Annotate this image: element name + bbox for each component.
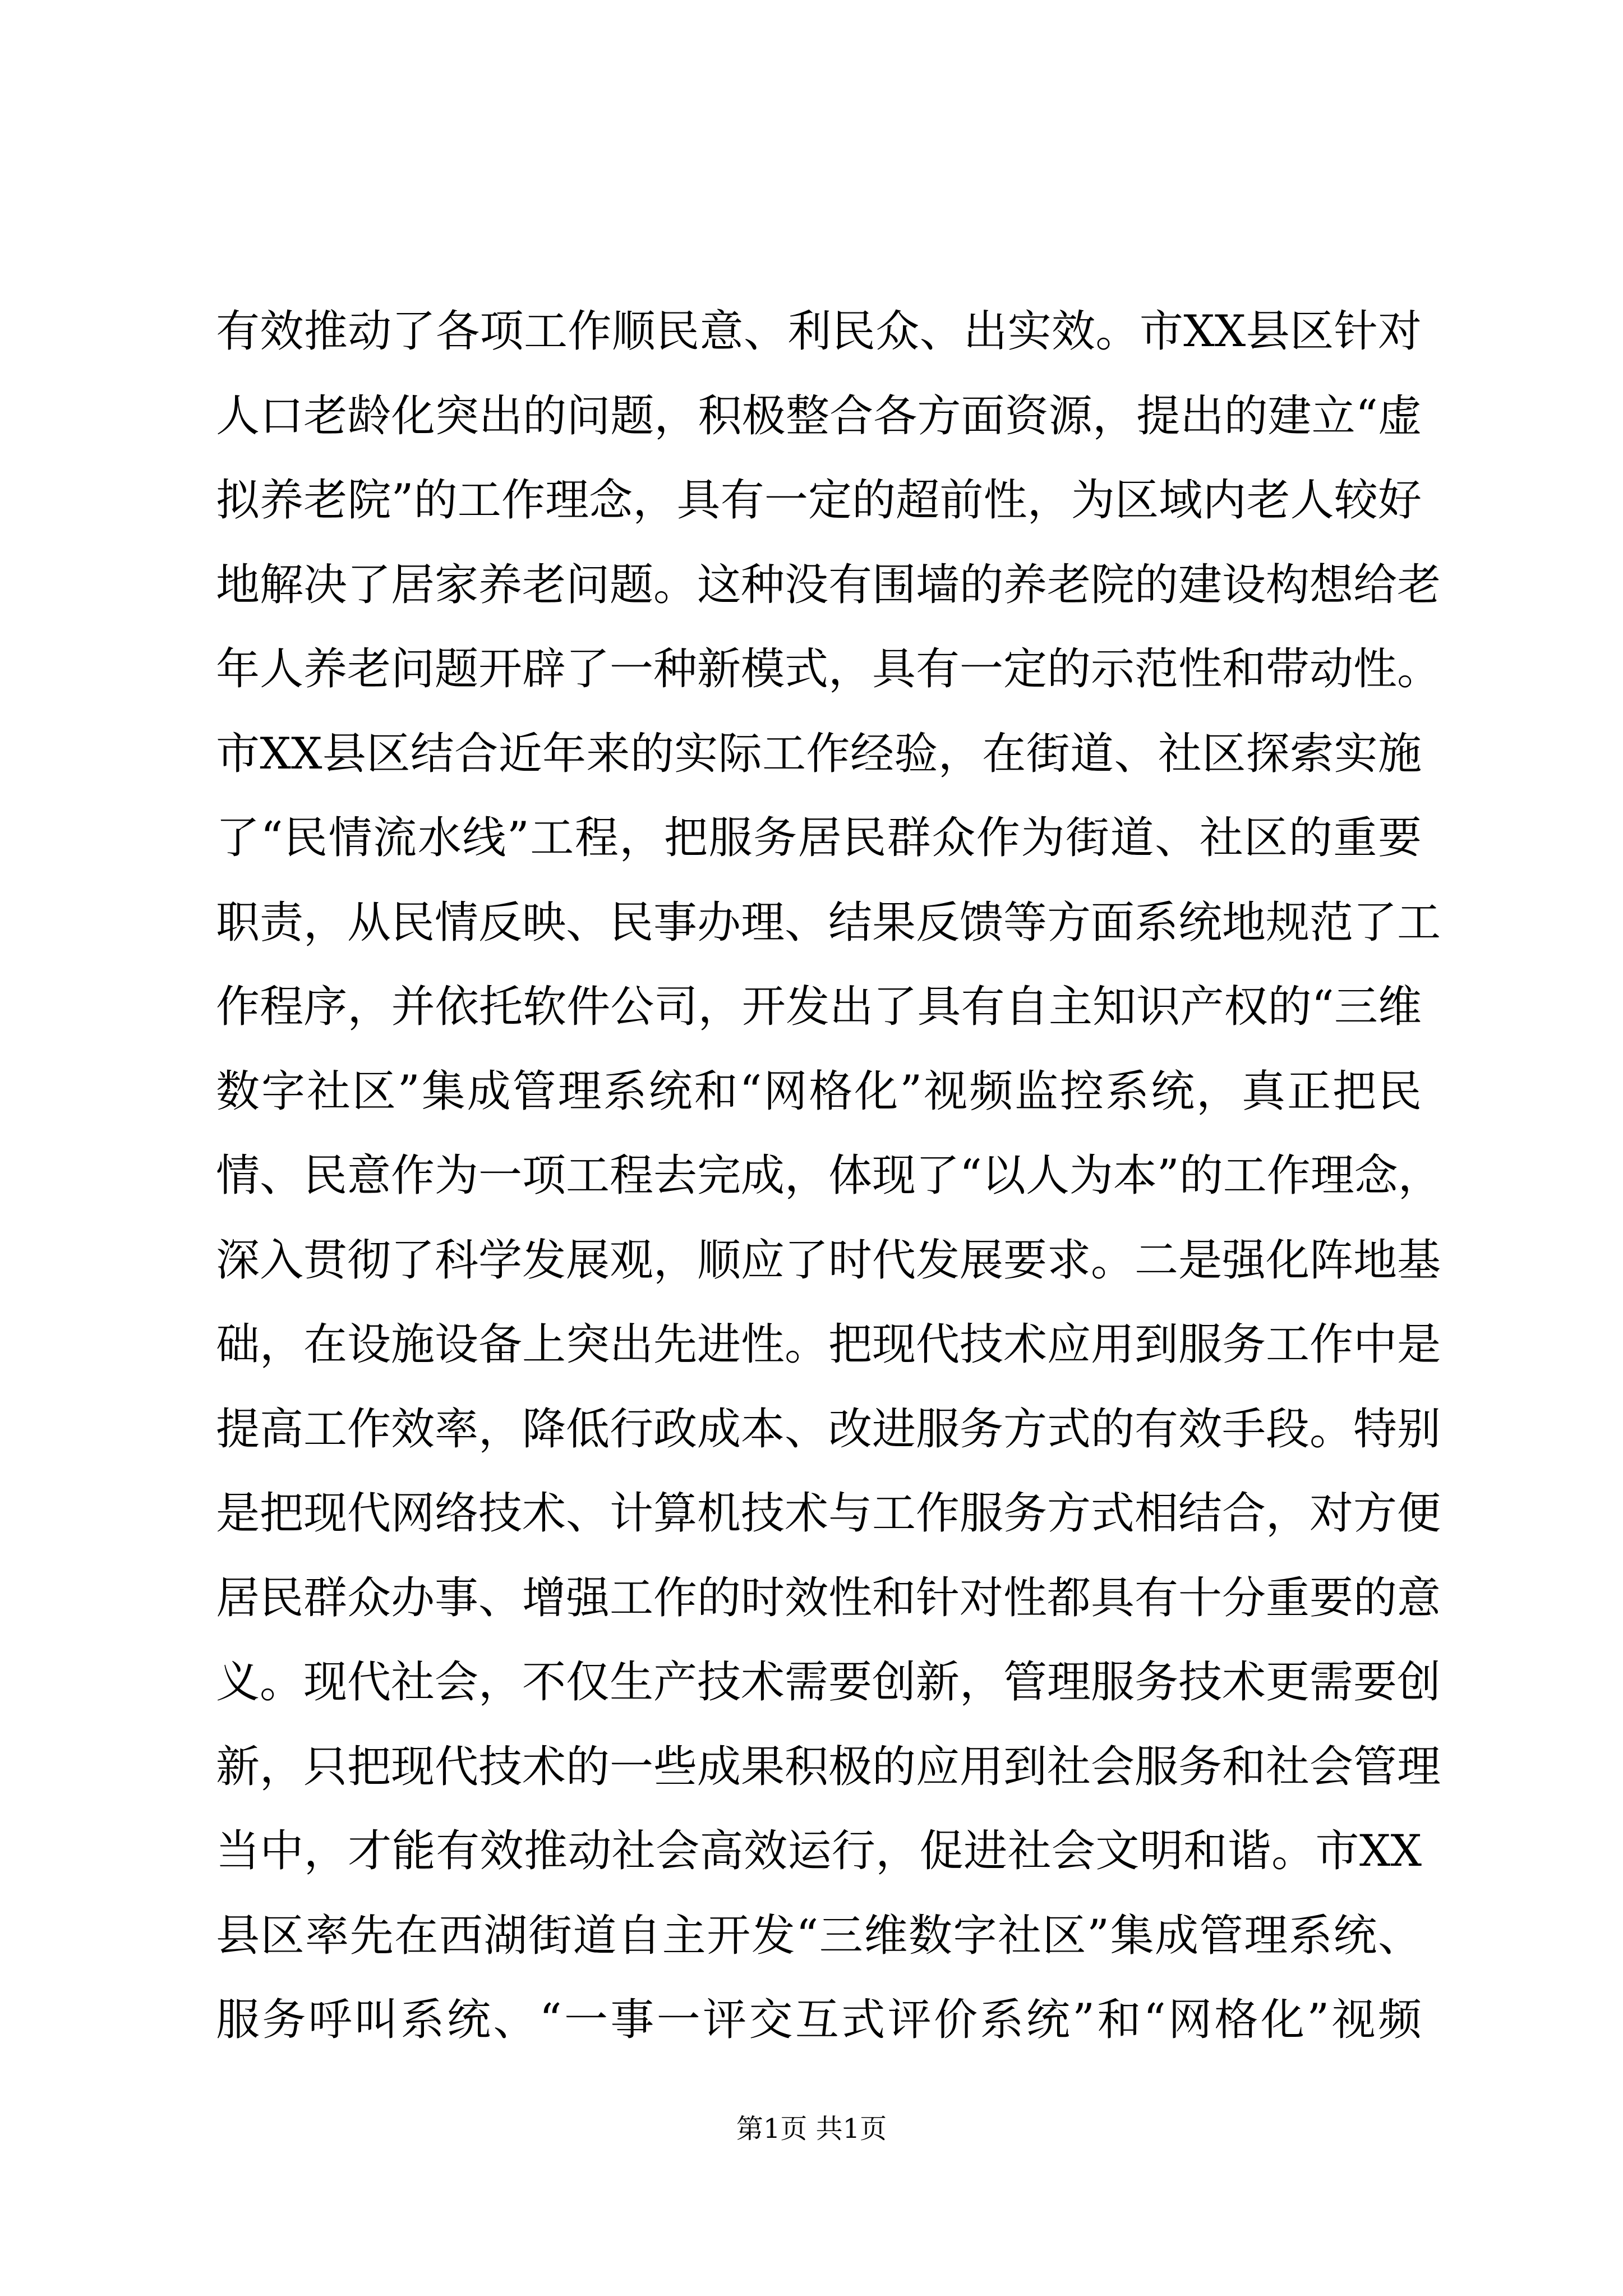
body-paragraph: [216, 289, 1442, 2063]
page-footer: 第1页 共1页: [736, 2113, 887, 2145]
text-line: 服务呼叫系统、“一事一评交互式评价系统”和“网格化”视频: [216, 1995, 1422, 2045]
text-line: 了“民情流水线”工程，把服务居民群众作为街道、社区的重要: [216, 813, 1422, 863]
text-line: 拟养老院”的工作理念，具有一定的超前性，为区域内老人较好: [216, 475, 1422, 526]
text-line: 年人养老问题开辟了一种新模式，具有一定的示范性和带动性。: [216, 644, 1441, 694]
text-line: 职责，从民情反映、民事办理、结果反馈等方面系统地规范了工: [216, 897, 1441, 948]
text-line: 数字社区”集成管理系统和“网格化”视频监控系统，真正把民: [216, 1066, 1422, 1117]
text-line: 新，只把现代技术的一些成果积极的应用到社会服务和社会管理: [216, 1741, 1441, 1792]
text-line: 深入贯彻了科学发展观，顺应了时代发展要求。二是强化阵地基: [216, 1235, 1441, 1286]
text-line: 县区率先在西湖街道自主开发“三维数字社区”集成管理系统、: [216, 1910, 1422, 1961]
text-line: 市XX县区结合近年来的实际工作经验，在街道、社区探索实施: [216, 728, 1422, 779]
text-line: 提高工作效率，降低行政成本、改进服务方式的有效手段。特别: [216, 1404, 1441, 1455]
text-line: 当中，才能有效推动社会高效运行，促进社会文明和谐。市XX: [216, 1826, 1422, 1876]
text-line: 作程序，并依托软件公司，开发出了具有自主知识产权的“三维: [216, 982, 1422, 1032]
text-line: 础，在设施设备上突出先进性。把现代技术应用到服务工作中是: [216, 1319, 1441, 1370]
text-line: 有效推动了各项工作顺民意、利民众、出实效。市XX县区针对: [216, 306, 1422, 357]
text-line: 义。现代社会，不仅生产技术需要创新，管理服务技术更需要创: [216, 1657, 1441, 1708]
text-line: 情、民意作为一项工程去完成，体现了“以人为本”的工作理念，: [216, 1151, 1442, 1201]
text-line: 地解决了居家养老问题。这种没有围墙的养老院的建设构想给老: [216, 559, 1441, 610]
text-line: 居民群众办事、增强工作的时效性和针对性都具有十分重要的意: [216, 1572, 1441, 1623]
text-line: 人口老龄化突出的问题，积极整合各方面资源，提出的建立“虚: [216, 390, 1422, 441]
text-line: 是把现代网络技术、计算机技术与工作服务方式相结合，对方便: [216, 1488, 1441, 1539]
